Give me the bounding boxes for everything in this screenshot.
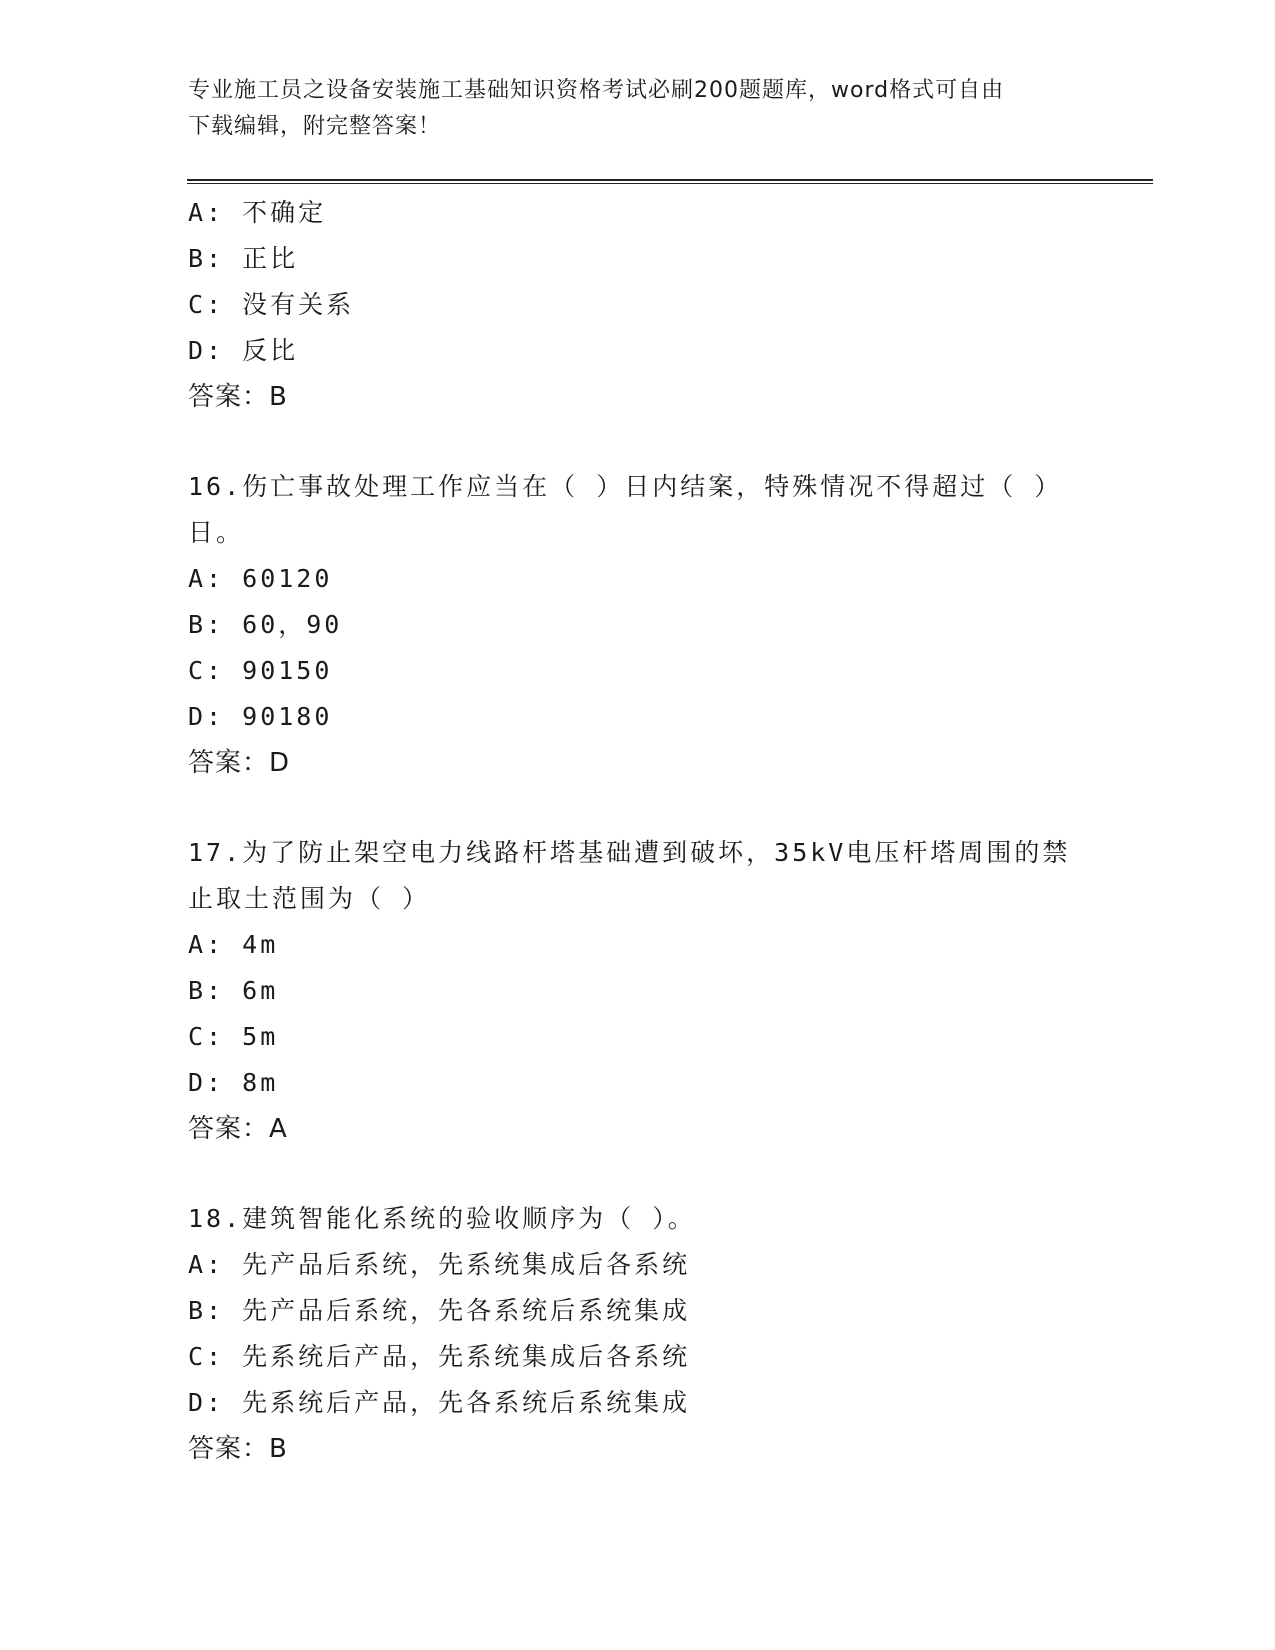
question-17 xyxy=(188,830,1088,1152)
answer-line: 答案：A xyxy=(188,1114,288,1144)
question-text-line-1: 16.伤亡事故处理工作应当在（ ）日内结案，特殊情况不得超过（ ） xyxy=(188,472,1063,501)
question-18 xyxy=(188,1196,1088,1472)
question-text xyxy=(188,830,1078,922)
option-d: D: 反比 xyxy=(188,336,299,365)
option-b: B: 先产品后系统，先各系统后系统集成 xyxy=(188,1296,691,1325)
option-b: B: 正比 xyxy=(188,244,299,273)
question-16 xyxy=(188,464,1088,786)
option-c: C: 90150 xyxy=(188,656,333,685)
option-b: B: 6m xyxy=(188,976,279,1005)
option-b: B: 60，90 xyxy=(188,610,343,639)
answer-line: 答案：B xyxy=(188,1434,288,1464)
question-text-line-2: 日。 xyxy=(188,518,245,547)
option-d: D: 90180 xyxy=(188,702,333,731)
option-c: C: 5m xyxy=(188,1022,279,1051)
option-d: D: 8m xyxy=(188,1068,279,1097)
option-d: D: 先系统后产品，先各系统后系统集成 xyxy=(188,1388,691,1417)
option-a: A: 先产品后系统，先系统集成后各系统 xyxy=(188,1250,691,1279)
question-text-line-1: 18.建筑智能化系统的验收顺序为（ ）。 xyxy=(188,1204,696,1233)
question-list xyxy=(188,190,1088,1472)
header-line-1: 专业施工员之设备安装施工基础知识资格考试必刷200题题库，word格式可自由 xyxy=(188,78,1005,103)
header-divider xyxy=(187,179,1153,184)
option-a: A: 60120 xyxy=(188,564,333,593)
answer-line: 答案：D xyxy=(188,748,291,778)
question-text xyxy=(188,464,1078,556)
question-15 xyxy=(188,190,1088,420)
answer-line: 答案：B xyxy=(188,382,288,412)
option-a: A: 不确定 xyxy=(188,198,327,227)
document-header xyxy=(188,73,1078,145)
header-line-2: 下载编辑，附完整答案！ xyxy=(188,114,442,139)
option-a: A: 4m xyxy=(188,930,279,959)
question-text xyxy=(188,1196,1078,1242)
option-c: C: 先系统后产品，先系统集成后各系统 xyxy=(188,1342,691,1371)
question-text-line-1: 17.为了防止架空电力线路杆塔基础遭到破坏，35kV电压杆塔周围的禁 xyxy=(188,838,1071,867)
question-text-line-2: 止取土范围为（ ） xyxy=(188,884,431,913)
option-c: C: 没有关系 xyxy=(188,290,355,319)
